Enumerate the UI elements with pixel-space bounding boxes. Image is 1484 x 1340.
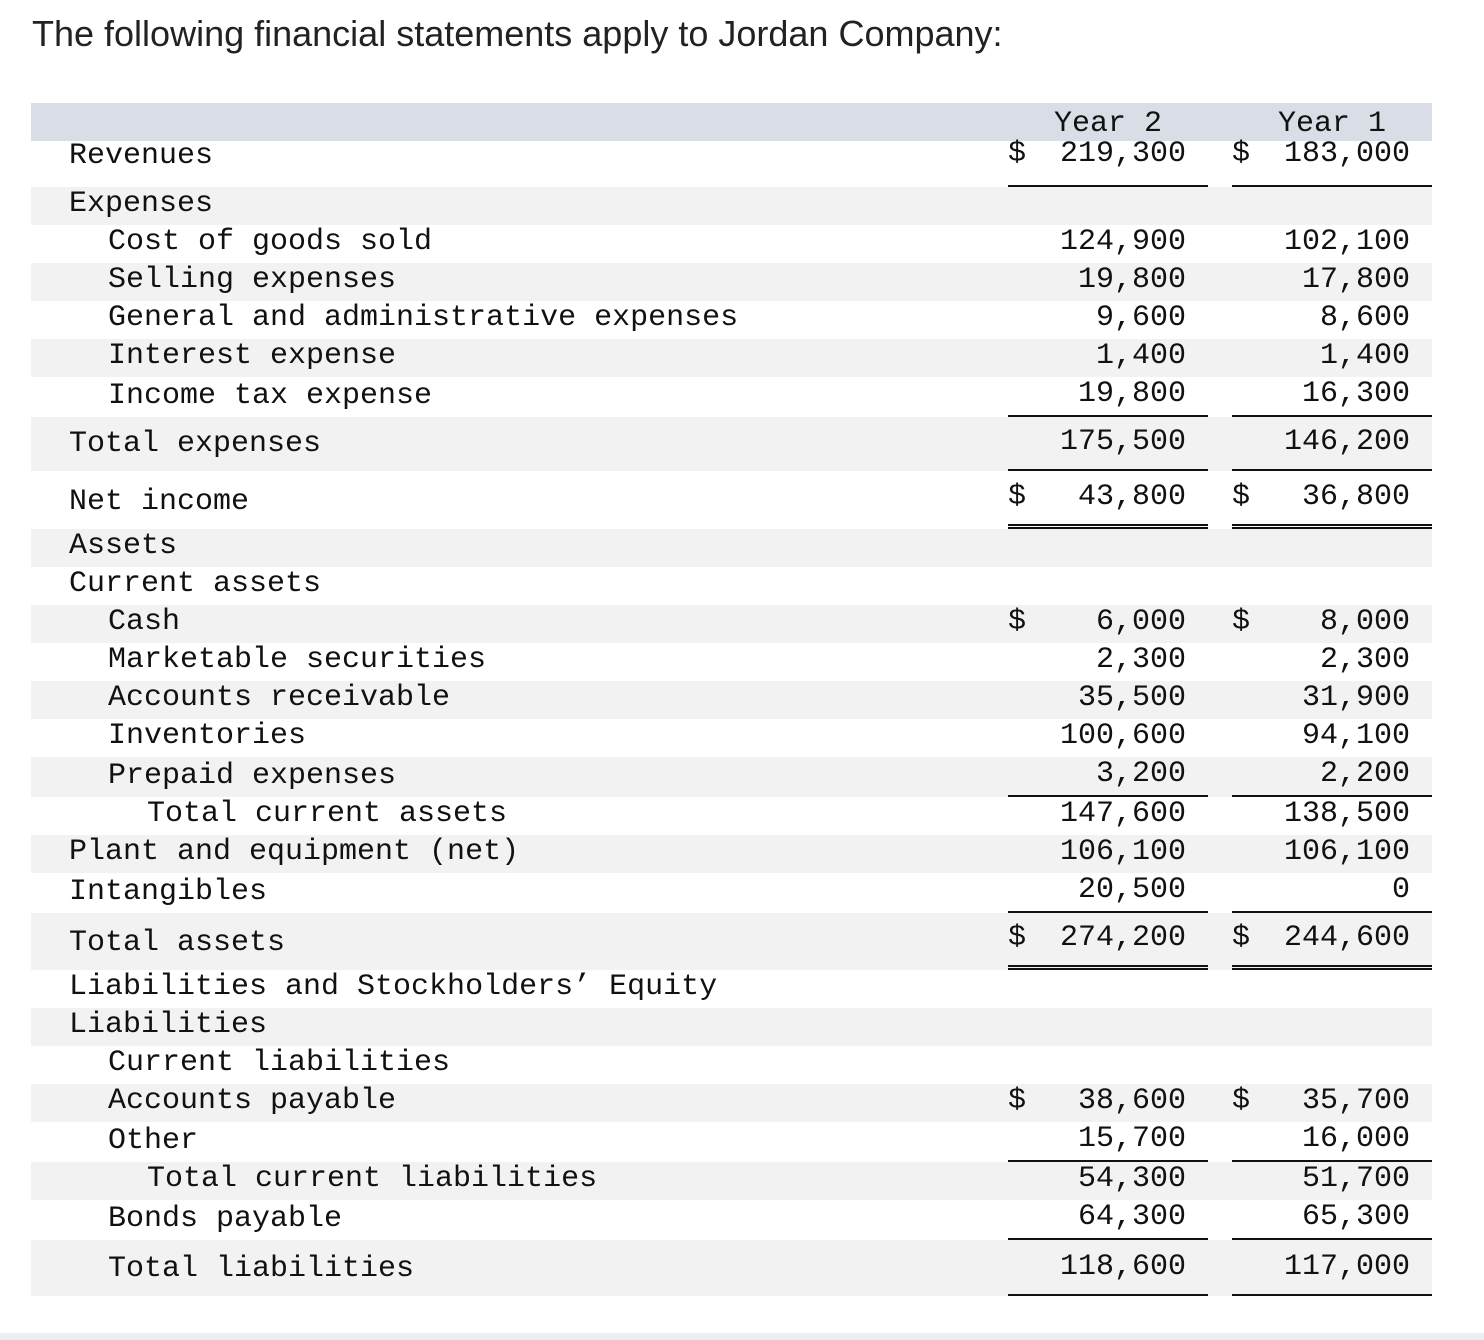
year-1-value-cell bbox=[1232, 1086, 1432, 1122]
statement-row bbox=[31, 913, 1432, 970]
year-2-value-cell bbox=[1008, 683, 1208, 719]
year-1-value-cell bbox=[1232, 468, 1432, 529]
amount: 183,000 bbox=[1283, 137, 1410, 171]
row-label: Net income bbox=[69, 485, 250, 519]
intro-text: The following financial statements apply to Jordan Company: bbox=[32, 13, 1003, 54]
statement-row bbox=[31, 417, 1432, 471]
statement-row bbox=[31, 757, 1432, 797]
year-2-value-cell bbox=[1008, 303, 1208, 339]
year-1-value-cell bbox=[1232, 377, 1432, 417]
row-label: Assets bbox=[69, 529, 178, 563]
year-2-value-cell bbox=[1008, 137, 1208, 187]
year-1-header: Year 1 bbox=[1277, 107, 1387, 141]
currency-symbol: $ bbox=[1232, 605, 1251, 639]
year-1-value-cell bbox=[1232, 1164, 1432, 1200]
header-row bbox=[31, 103, 1432, 141]
year-1-value-cell bbox=[1232, 683, 1432, 719]
row-label: Selling expenses bbox=[108, 263, 397, 297]
statement-row bbox=[31, 643, 1432, 681]
statement-row bbox=[31, 187, 1432, 225]
year-2-value-cell bbox=[1008, 417, 1208, 471]
row-label: Total expenses bbox=[69, 427, 322, 461]
year-1-value-cell bbox=[1232, 137, 1432, 187]
row-label: Total assets bbox=[69, 926, 286, 960]
amount: 1,400 bbox=[1095, 339, 1186, 373]
currency-symbol: $ bbox=[1232, 1084, 1251, 1118]
currency-symbol: $ bbox=[1008, 921, 1027, 955]
amount: 43,800 bbox=[1077, 480, 1186, 514]
year-1-value-cell bbox=[1232, 645, 1432, 681]
statement-row bbox=[31, 567, 1432, 605]
year-1-value-cell bbox=[1232, 607, 1432, 643]
statement-row bbox=[31, 681, 1432, 719]
statement-row bbox=[31, 471, 1432, 529]
year-2-value-cell bbox=[1008, 607, 1208, 643]
row-label: Plant and equipment (net) bbox=[69, 835, 520, 869]
year-1-value-cell bbox=[1232, 757, 1432, 797]
statement-row bbox=[31, 263, 1432, 301]
row-label: Current liabilities bbox=[108, 1046, 451, 1080]
statement-row bbox=[31, 605, 1432, 643]
amount: 2,200 bbox=[1319, 757, 1410, 791]
amount: 3,200 bbox=[1095, 757, 1186, 791]
amount: 2,300 bbox=[1095, 643, 1186, 677]
amount: 244,600 bbox=[1283, 921, 1410, 955]
row-label: Interest expense bbox=[108, 339, 397, 373]
statement-row bbox=[31, 1084, 1432, 1122]
currency-symbol: $ bbox=[1232, 137, 1251, 171]
statement-row bbox=[31, 1162, 1432, 1200]
amount: 31,900 bbox=[1301, 681, 1410, 715]
amount: 219,300 bbox=[1059, 137, 1186, 171]
year-1-value-cell bbox=[1232, 417, 1432, 471]
year-2-value-cell bbox=[1008, 1086, 1208, 1122]
statement-row bbox=[31, 1200, 1432, 1240]
amount: 15,700 bbox=[1077, 1122, 1186, 1156]
amount: 19,800 bbox=[1077, 377, 1186, 411]
year-1-value-cell bbox=[1232, 1240, 1432, 1296]
amount: 138,500 bbox=[1283, 797, 1410, 831]
amount: 38,600 bbox=[1077, 1084, 1186, 1118]
row-label: Expenses bbox=[69, 187, 214, 221]
amount: 8,600 bbox=[1319, 301, 1410, 335]
amount: 51,700 bbox=[1301, 1162, 1410, 1196]
amount: 19,800 bbox=[1077, 263, 1186, 297]
bottom-rule bbox=[0, 1333, 1484, 1340]
year-2-value-cell bbox=[1008, 837, 1208, 873]
year-2-value-cell bbox=[1008, 1200, 1208, 1240]
amount: 146,200 bbox=[1283, 425, 1410, 459]
statement-row bbox=[31, 137, 1432, 187]
year-2-value-cell bbox=[1008, 265, 1208, 301]
year-1-value-cell bbox=[1232, 721, 1432, 757]
year-1-value-cell bbox=[1232, 227, 1432, 263]
year-2-value-cell bbox=[1008, 645, 1208, 681]
amount: 35,700 bbox=[1301, 1084, 1410, 1118]
amount: 54,300 bbox=[1077, 1162, 1186, 1196]
row-label: Total current liabilities bbox=[147, 1162, 598, 1196]
statement-row bbox=[31, 835, 1432, 873]
amount: 100,600 bbox=[1059, 719, 1186, 753]
statement-row bbox=[31, 970, 1432, 1008]
year-1-value-cell bbox=[1232, 910, 1432, 970]
amount: 2,300 bbox=[1319, 643, 1410, 677]
row-label: Accounts receivable bbox=[108, 681, 451, 715]
row-label: Income tax expense bbox=[108, 379, 433, 413]
year-2-value-cell bbox=[1008, 1164, 1208, 1200]
row-label: Current assets bbox=[69, 567, 322, 601]
amount: 175,500 bbox=[1059, 425, 1186, 459]
year-2-value-cell bbox=[1008, 873, 1208, 913]
year-2-value-cell bbox=[1008, 910, 1208, 970]
amount: 65,300 bbox=[1301, 1200, 1410, 1234]
amount: 20,500 bbox=[1077, 873, 1186, 907]
statement-row bbox=[31, 1046, 1432, 1084]
statement-row bbox=[31, 529, 1432, 567]
row-label: Total current assets bbox=[147, 797, 508, 831]
row-label: Marketable securities bbox=[108, 643, 487, 677]
year-1-value-cell bbox=[1232, 1200, 1432, 1240]
amount: 102,100 bbox=[1283, 225, 1410, 259]
statement-row bbox=[31, 1008, 1432, 1046]
year-2-value-cell bbox=[1008, 721, 1208, 757]
amount: 64,300 bbox=[1077, 1200, 1186, 1234]
row-label: Intangibles bbox=[69, 875, 268, 909]
amount: 16,300 bbox=[1301, 377, 1410, 411]
row-label: Other bbox=[108, 1124, 199, 1158]
amount: 9,600 bbox=[1095, 301, 1186, 335]
amount: 8,000 bbox=[1319, 605, 1410, 639]
year-2-value-cell bbox=[1008, 1122, 1208, 1162]
row-label: Prepaid expenses bbox=[108, 759, 397, 793]
row-label: Cash bbox=[108, 605, 181, 639]
year-1-value-cell bbox=[1232, 1122, 1432, 1162]
year-2-header: Year 2 bbox=[1053, 107, 1163, 141]
row-label: Liabilities bbox=[69, 1008, 268, 1042]
statement-row bbox=[31, 873, 1432, 913]
row-label: Bonds payable bbox=[108, 1202, 343, 1236]
statement-row bbox=[31, 719, 1432, 757]
statement-row bbox=[31, 1240, 1432, 1296]
currency-symbol: $ bbox=[1232, 921, 1251, 955]
amount: 0 bbox=[1391, 873, 1410, 907]
amount: 274,200 bbox=[1059, 921, 1186, 955]
amount: 106,100 bbox=[1283, 835, 1410, 869]
year-1-value-cell bbox=[1232, 303, 1432, 339]
amount: 147,600 bbox=[1059, 797, 1186, 831]
statement-row bbox=[31, 225, 1432, 263]
row-label: Revenues bbox=[69, 139, 214, 173]
year-2-value-cell bbox=[1008, 1240, 1208, 1296]
year-2-value-cell bbox=[1008, 757, 1208, 797]
amount: 1,400 bbox=[1319, 339, 1410, 373]
amount: 124,900 bbox=[1059, 225, 1186, 259]
row-label: Total liabilities bbox=[108, 1252, 415, 1286]
year-1-value-cell bbox=[1232, 265, 1432, 301]
financial-statements-table bbox=[31, 103, 1432, 1296]
year-2-value-cell bbox=[1008, 227, 1208, 263]
currency-symbol: $ bbox=[1232, 480, 1251, 514]
statement-row bbox=[31, 1122, 1432, 1162]
amount: 94,100 bbox=[1301, 719, 1410, 753]
currency-symbol: $ bbox=[1008, 137, 1027, 171]
row-label: Inventories bbox=[108, 719, 307, 753]
amount: 16,000 bbox=[1301, 1122, 1410, 1156]
amount: 17,800 bbox=[1301, 263, 1410, 297]
currency-symbol: $ bbox=[1008, 1084, 1027, 1118]
amount: 35,500 bbox=[1077, 681, 1186, 715]
currency-symbol: $ bbox=[1008, 605, 1027, 639]
row-label: Liabilities and Stockholders’ Equity bbox=[69, 970, 718, 1004]
year-2-value-cell bbox=[1008, 468, 1208, 529]
amount: 36,800 bbox=[1301, 480, 1410, 514]
statement-row bbox=[31, 377, 1432, 417]
statement-row bbox=[31, 797, 1432, 835]
row-label: General and administrative expenses bbox=[108, 301, 739, 335]
year-2-value-cell bbox=[1008, 799, 1208, 835]
amount: 6,000 bbox=[1095, 605, 1186, 639]
year-1-value-cell bbox=[1232, 341, 1432, 377]
row-label: Accounts payable bbox=[108, 1084, 397, 1118]
year-1-value-cell bbox=[1232, 799, 1432, 835]
amount: 117,000 bbox=[1283, 1250, 1410, 1284]
year-1-value-cell bbox=[1232, 837, 1432, 873]
year-2-value-cell bbox=[1008, 341, 1208, 377]
statement-row bbox=[31, 339, 1432, 377]
row-label: Cost of goods sold bbox=[108, 225, 433, 259]
year-2-value-cell bbox=[1008, 377, 1208, 417]
year-1-value-cell bbox=[1232, 873, 1432, 913]
amount: 118,600 bbox=[1059, 1250, 1186, 1284]
statement-row bbox=[31, 301, 1432, 339]
amount: 106,100 bbox=[1059, 835, 1186, 869]
currency-symbol: $ bbox=[1008, 480, 1027, 514]
